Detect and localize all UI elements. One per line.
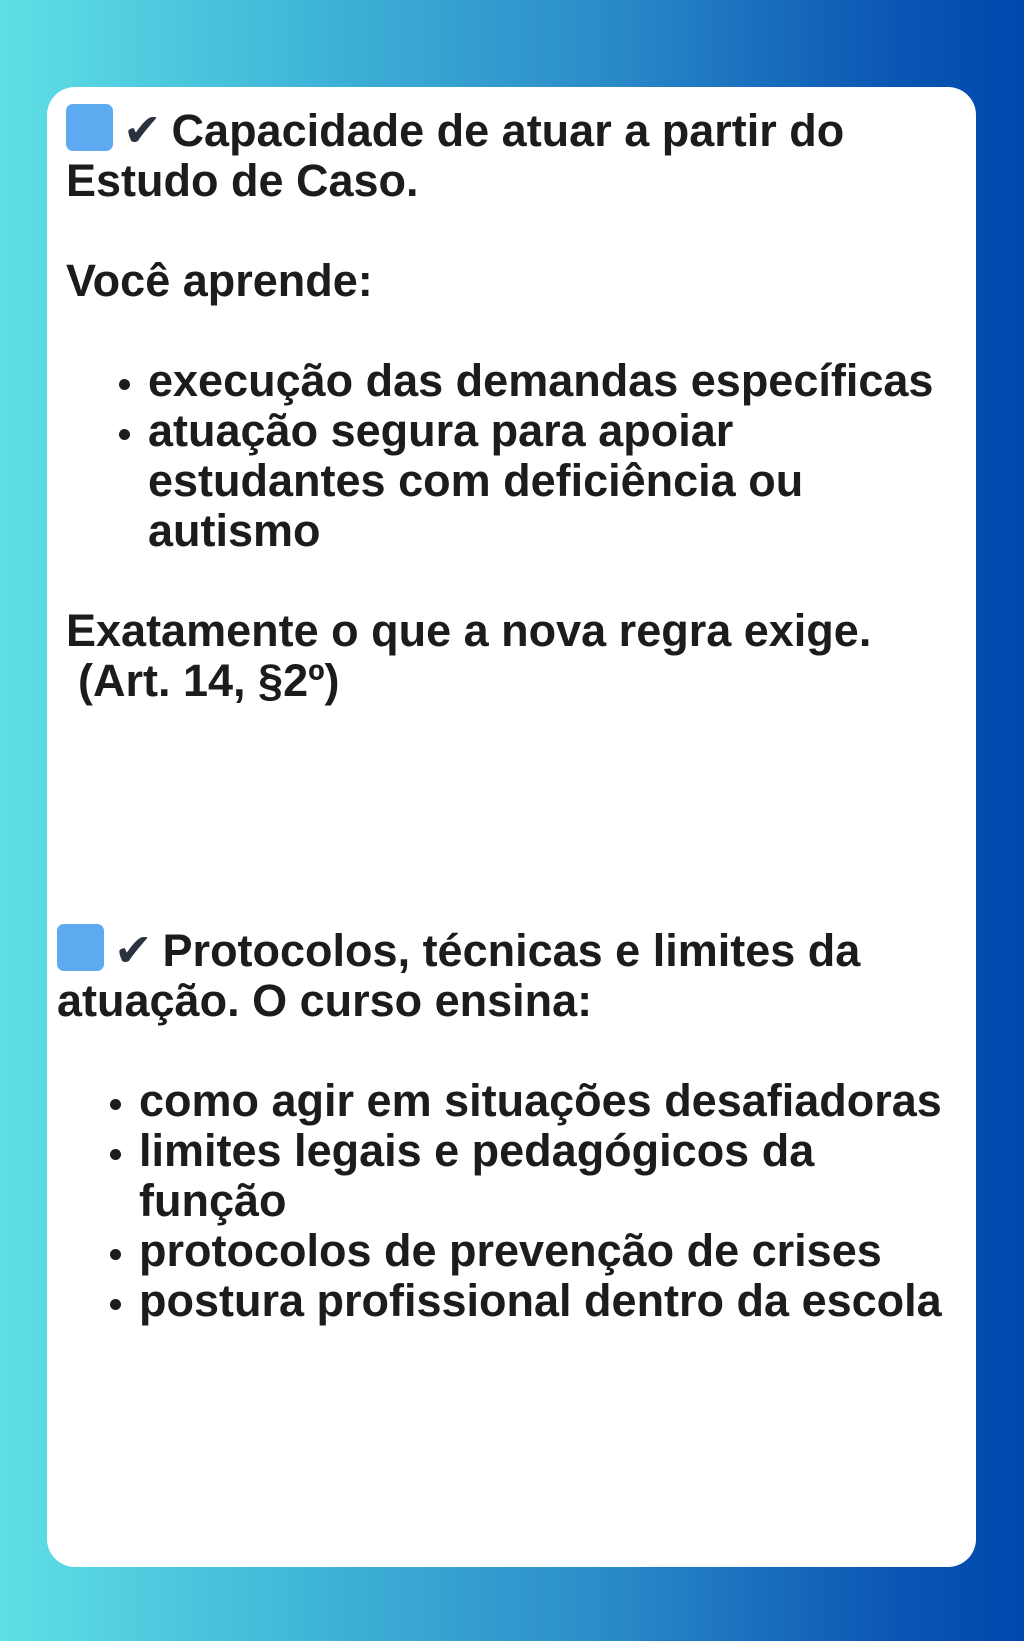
check-mark-icon: ✔: [123, 103, 162, 157]
content-card: [47, 87, 976, 1567]
list-item: • execução das demandas específicas: [148, 356, 946, 406]
intro-text: Você aprende:: [66, 255, 373, 306]
check-mark-icon: ✔: [114, 923, 153, 977]
list-item: • postura profissional dentro da escola: [139, 1276, 947, 1326]
section-heading-text: Capacidade de atuar a partir do Estudo de Caso.: [66, 105, 845, 206]
section-heading-text: Protocolos, técnicas e limites da atuação. O curso ensina:: [57, 925, 861, 1026]
list-item: • como agir em situações desafiadoras: [139, 1076, 947, 1126]
section-estudo-de-caso: [66, 104, 946, 706]
section-heading: [66, 104, 946, 206]
section-protocolos: [57, 924, 947, 1326]
learning-list: [66, 356, 946, 556]
list-item: • protocolos de prevenção de crises: [139, 1226, 947, 1276]
blue-square-icon: [66, 104, 113, 151]
list-item: • atuação segura para apoiar estudantes com deficiência ou autismo: [148, 406, 946, 556]
article-reference: (Art. 14, §2º): [78, 655, 340, 706]
course-topics-list: [57, 1076, 947, 1326]
section-heading: [57, 924, 947, 1026]
closing-text: Exatamente o que a nova regra exige.: [66, 605, 872, 656]
blue-square-icon: [57, 924, 104, 971]
list-item: • limites legais e pedagógicos da função: [139, 1126, 947, 1226]
